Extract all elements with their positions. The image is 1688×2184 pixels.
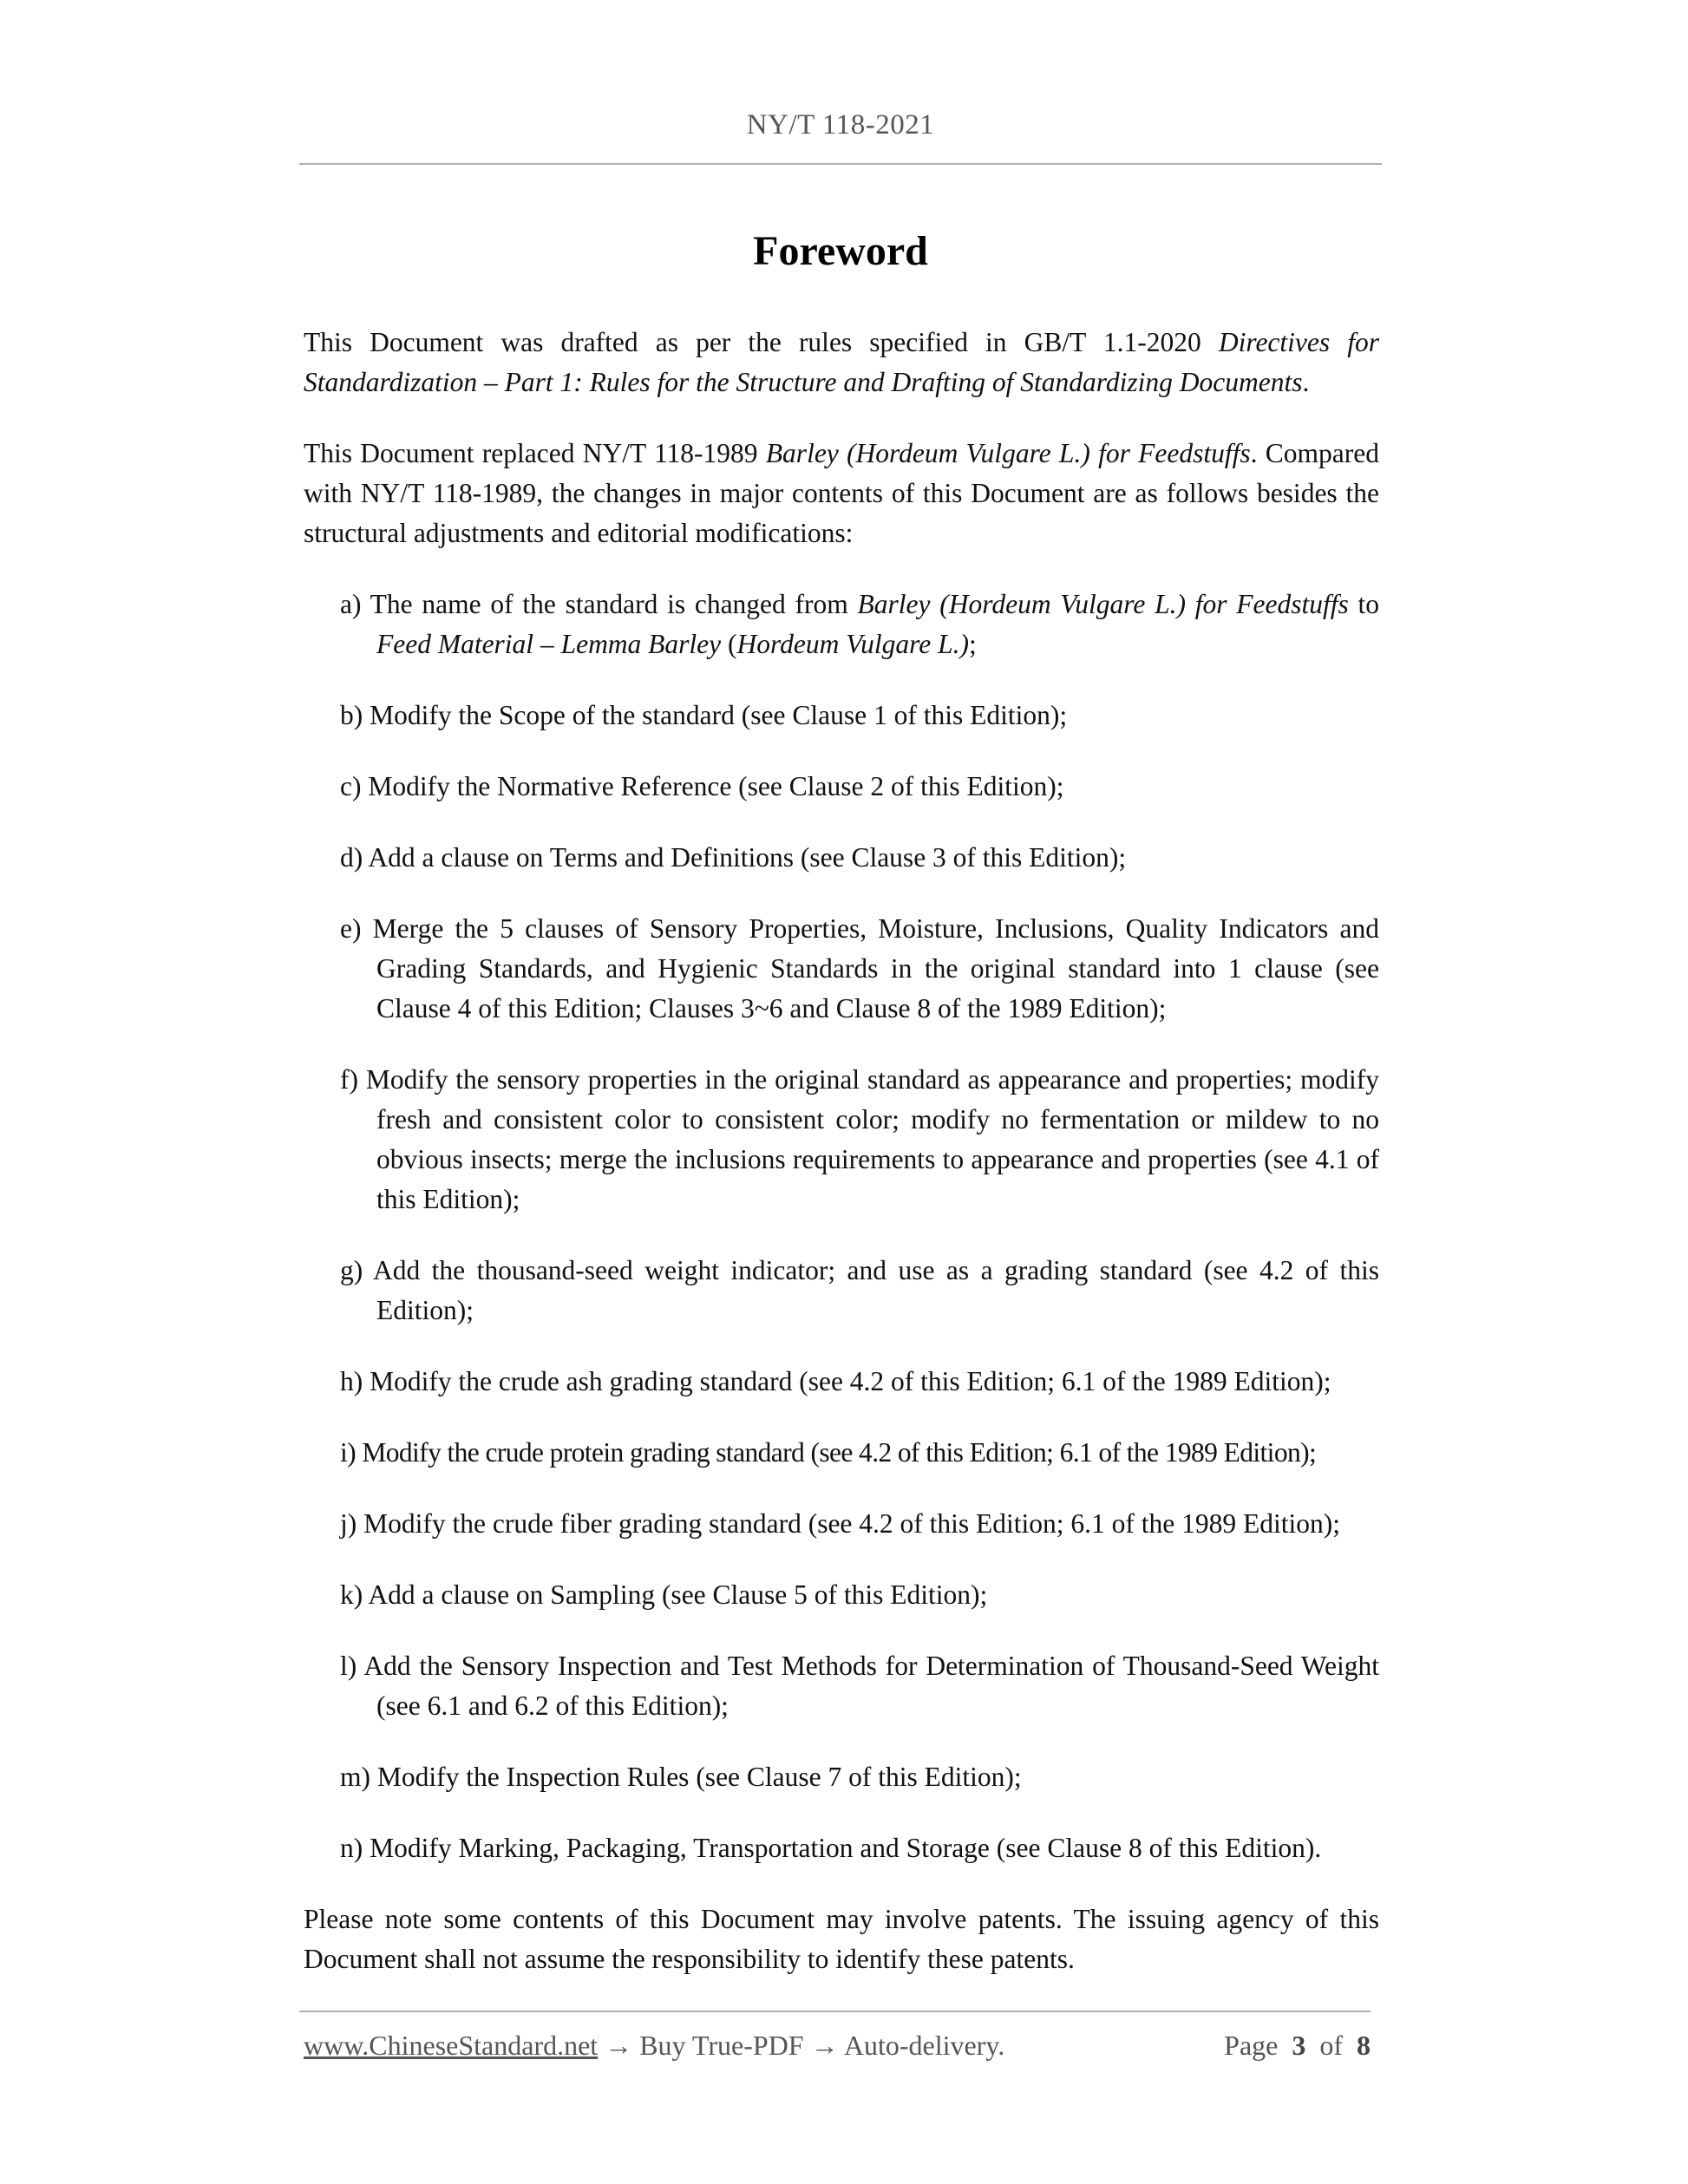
page-total: 8 xyxy=(1357,2030,1371,2061)
list-item: g) Add the thousand-seed weight indicator; and use as a grading standard (see 4.2 of this Edition); xyxy=(340,1255,1379,1325)
list-item-text: a) The name of the standard is changed from xyxy=(340,589,858,619)
list-item: i) Modify the crude protein grading standard (see 4.2 of this Edition; 6.1 of the 1989 Edition); xyxy=(340,1437,1317,1468)
page-footer xyxy=(304,2030,1371,2062)
list-item-text: to xyxy=(1348,589,1379,619)
new-title-latin: Hordeum Vulgare L.) xyxy=(736,629,969,659)
list-item: f) Modify the sensory properties in the original standard as appearance and properties; modify fresh and consistent color to consistent color; modify no fermentation or mildew to no obvious insects; merge the inclusions requirements to appearance and properties (see 4.1 of this Edition); xyxy=(340,1064,1379,1214)
list-item: n) Modify Marking, Packaging, Transportation and Storage (see Clause 8 of this Edition). xyxy=(340,1833,1322,1863)
running-header: NY/T 118-2021 xyxy=(746,109,935,141)
intro-paragraph-drafting xyxy=(304,323,1379,402)
page-title: Foreword xyxy=(753,228,928,274)
list-item: h) Modify the crude ash grading standard (see 4.2 of this Edition; 6.1 of the 1989 Edition); xyxy=(340,1366,1331,1396)
intro-text: This Document was drafted as per the rules specified in GB/T 1.1-2020 xyxy=(304,327,1219,357)
list-item: e) Merge the 5 clauses of Sensory Properties, Moisture, Inclusions, Quality Indicators and Grading Standards, and Hygienic Standards in the original standard into 1 clause (see Clause 4 of this Edition; Clauses 3~6 and Clause 8 of the 1989 Edition); xyxy=(340,913,1379,1023)
page-of-label: of xyxy=(1319,2030,1343,2061)
intro-paragraph-replacement xyxy=(304,434,1379,553)
intro-text-end: . xyxy=(1302,367,1310,397)
list-item xyxy=(304,585,1379,664)
list-item: l) Add the Sensory Inspection and Test Methods for Determination of Thousand-Seed Weight (see 6.1 and 6.2 of this Edition); xyxy=(340,1651,1379,1721)
footer-divider xyxy=(299,2011,1371,2012)
foreword-body xyxy=(304,323,1379,2011)
list-item: c) Modify the Normative Reference (see Clause 2 of this Edition); xyxy=(340,771,1064,801)
site-link[interactable]: www.ChineseStandard.net xyxy=(304,2030,599,2061)
page-number xyxy=(1224,2030,1371,2062)
new-title: Feed Material – Lemma Barley xyxy=(376,629,722,659)
list-item-text: ( xyxy=(721,629,737,659)
patent-notice: Please note some contents of this Document may involve patents. The issuing agency of this Document shall not assume the responsibility to identify these patents. xyxy=(304,1904,1379,1974)
list-item-text: ; xyxy=(968,629,977,659)
list-item: k) Add a clause on Sampling (see Clause 5 of this Edition); xyxy=(340,1579,988,1610)
changes-list xyxy=(304,585,1379,1868)
list-item: j) Modify the crude fiber grading standard (see 4.2 of this Edition; 6.1 of the 1989 Edition); xyxy=(340,1508,1340,1539)
page-current: 3 xyxy=(1292,2030,1306,2061)
page-label: Page xyxy=(1224,2030,1279,2061)
list-item: d) Add a clause on Terms and Definitions (see Clause 3 of this Edition); xyxy=(340,842,1127,873)
intro-text-end: . Compared with NY/T 118-1989, the changes in major contents of this Document are as follows besides the structural adjustments and editorial modifications: xyxy=(304,438,1380,548)
list-item: b) Modify the Scope of the standard (see Clause 1 of this Edition); xyxy=(340,700,1068,730)
replaced-standard-title: Barley (Hordeum Vulgare L.) for Feedstuffs xyxy=(765,438,1251,468)
old-title: Barley (Hordeum Vulgare L.) for Feedstuffs xyxy=(857,589,1349,619)
footer-left xyxy=(304,2030,1004,2062)
footer-tagline: → Buy True-PDF → Auto-delivery. xyxy=(598,2030,1005,2061)
list-item: m) Modify the Inspection Rules (see Clause 7 of this Edition); xyxy=(340,1762,1022,1792)
header-divider xyxy=(299,163,1382,165)
cited-standard-title: Directives for Standardization – Part 1: Rules for the Structure and Drafting of Standardizing Documents xyxy=(304,327,1379,397)
intro-text: This Document replaced NY/T 118-1989 xyxy=(304,438,766,468)
